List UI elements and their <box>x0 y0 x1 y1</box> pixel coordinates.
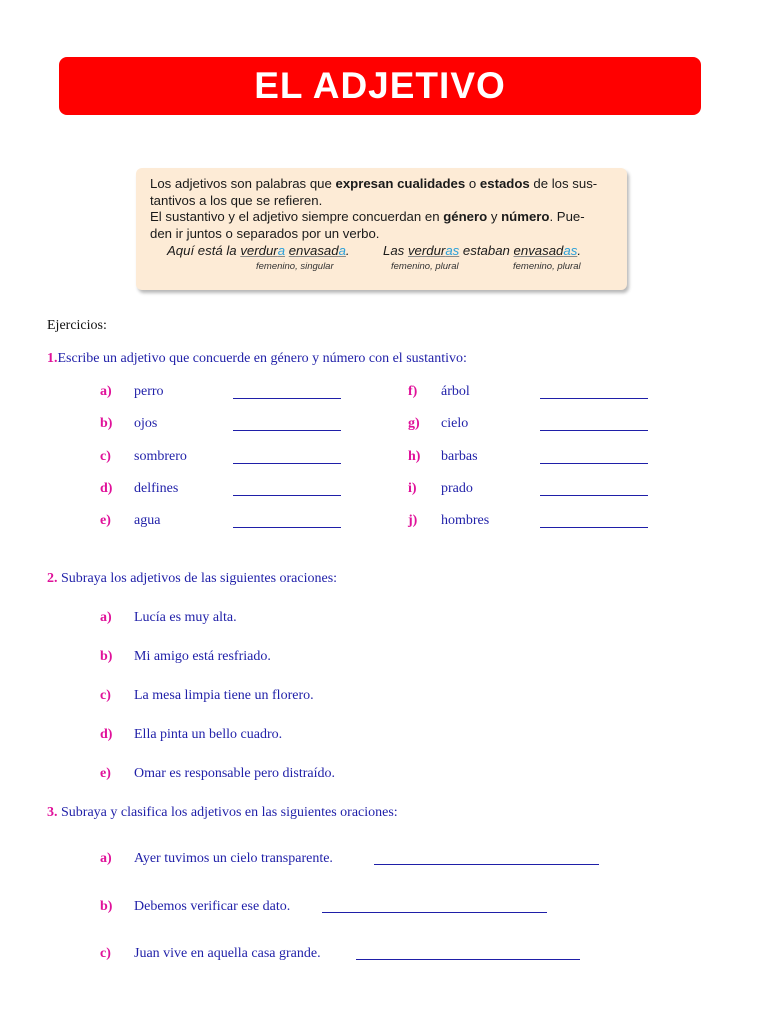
sentence[interactable]: Juan vive en aquella casa grande. <box>134 946 321 961</box>
sentence[interactable]: Lucía es muy alta. <box>134 610 237 625</box>
answer-line[interactable] <box>233 398 341 399</box>
item-noun: barbas <box>441 449 478 464</box>
answer-line[interactable] <box>540 527 648 528</box>
answer-line[interactable] <box>233 495 341 496</box>
example-adjective <box>289 243 346 258</box>
info-text: den ir juntos o separados por un verbo. <box>150 225 380 241</box>
title-banner <box>59 57 701 115</box>
sentence[interactable]: Debemos verificar ese dato. <box>134 899 291 914</box>
example-ending: as <box>563 243 578 258</box>
example-stem: envasad <box>288 243 339 258</box>
item-noun: ojos <box>134 416 158 431</box>
exercise-3-heading <box>47 805 398 821</box>
exercises-label: Ejercicios: <box>47 318 107 333</box>
item-noun: hombres <box>441 513 490 528</box>
info-text: de los sus- <box>529 176 598 191</box>
answer-line[interactable] <box>540 463 648 464</box>
sentence[interactable]: Ella pinta un bello cuadro. <box>134 727 283 742</box>
page-title: EL ADJETIVO <box>254 65 506 106</box>
item-letter: g) <box>408 416 420 431</box>
info-bold: estados <box>479 176 530 191</box>
note-singular: femenino, singular <box>256 261 334 272</box>
item-letter: b) <box>100 899 113 914</box>
example-ending: as <box>445 243 460 258</box>
item-noun: agua <box>134 513 161 528</box>
item-letter: b) <box>100 416 113 431</box>
info-text: y <box>487 209 502 224</box>
answer-line[interactable] <box>374 864 599 865</box>
info-text: . Pue- <box>549 209 585 224</box>
info-text: El sustantivo y el adjetivo siempre concuerdan en <box>150 209 444 224</box>
item-letter: b) <box>100 649 113 664</box>
info-text: tantivos a los que se refieren. <box>150 192 323 208</box>
answer-line[interactable] <box>540 430 648 431</box>
example-text: . <box>577 243 581 258</box>
item-noun: sombrero <box>134 449 187 464</box>
example-text: estaban <box>459 243 514 258</box>
sentence[interactable]: Ayer tuvimos un cielo transparente. <box>134 851 333 866</box>
item-letter: a) <box>100 610 112 625</box>
answer-line[interactable] <box>356 959 580 960</box>
item-noun: perro <box>134 384 164 399</box>
exercise-instruction: Subraya los adjetivos de las siguientes oraciones: <box>57 571 338 586</box>
example-text: . <box>345 243 350 258</box>
example-stem: verdur <box>407 243 446 258</box>
example-text: Las <box>383 243 408 258</box>
sentence[interactable]: Mi amigo está resfriado. <box>134 649 271 664</box>
item-letter: e) <box>100 513 111 528</box>
item-letter: d) <box>100 727 113 742</box>
info-box <box>136 168 627 290</box>
info-paragraph-1 <box>150 176 617 209</box>
examples-row <box>150 243 617 273</box>
info-bold: género <box>443 209 488 224</box>
item-noun: delfines <box>134 481 179 496</box>
item-letter: i) <box>408 481 417 496</box>
item-letter: d) <box>100 481 113 496</box>
info-bold: número <box>501 209 550 224</box>
item-letter: c) <box>100 688 111 703</box>
sentence[interactable]: La mesa limpia tiene un florero. <box>134 688 314 703</box>
item-noun: prado <box>441 481 473 496</box>
item-letter: j) <box>408 513 418 528</box>
info-text: o <box>465 176 480 191</box>
answer-line[interactable] <box>233 527 341 528</box>
item-letter: a) <box>100 851 112 866</box>
note-plural-adjective: femenino, plural <box>513 261 581 272</box>
example-stem: envasad <box>513 243 564 258</box>
info-paragraph-2 <box>150 209 617 242</box>
example-noun <box>408 243 459 258</box>
exercise-number: 2. <box>47 571 58 586</box>
item-letter: c) <box>100 449 111 464</box>
answer-line[interactable] <box>540 398 648 399</box>
example-text: Aquí está la <box>167 243 241 258</box>
example-singular <box>167 243 350 260</box>
example-adjective <box>514 243 578 258</box>
item-letter: f) <box>408 384 418 399</box>
exercise-number: 3. <box>47 805 58 820</box>
exercise-1-heading <box>47 351 467 367</box>
exercise-2-heading <box>47 571 337 587</box>
exercise-instruction: Subraya y clasifica los adjetivos en las siguientes oraciones: <box>57 805 398 820</box>
example-ending: a <box>277 243 286 258</box>
item-letter: c) <box>100 946 111 961</box>
example-ending: a <box>338 243 346 258</box>
info-bold: expresan cualidades <box>335 176 466 191</box>
example-stem: verdur <box>240 243 278 258</box>
item-letter: h) <box>408 449 421 464</box>
example-noun <box>240 243 285 258</box>
item-noun: árbol <box>441 384 470 399</box>
item-letter: e) <box>100 766 111 781</box>
exercise-number: 1. <box>47 351 58 366</box>
item-letter: a) <box>100 384 112 399</box>
info-text: Los adjetivos son palabras que <box>150 176 336 191</box>
answer-line[interactable] <box>322 912 547 913</box>
answer-line[interactable] <box>233 430 341 431</box>
answer-line[interactable] <box>233 463 341 464</box>
exercise-instruction: Escribe un adjetivo que concuerde en género y número con el sustantivo: <box>57 351 467 366</box>
item-noun: cielo <box>441 416 469 431</box>
note-plural-noun: femenino, plural <box>391 261 459 272</box>
example-plural <box>383 243 581 260</box>
sentence[interactable]: Omar es responsable pero distraído. <box>134 766 335 781</box>
answer-line[interactable] <box>540 495 648 496</box>
